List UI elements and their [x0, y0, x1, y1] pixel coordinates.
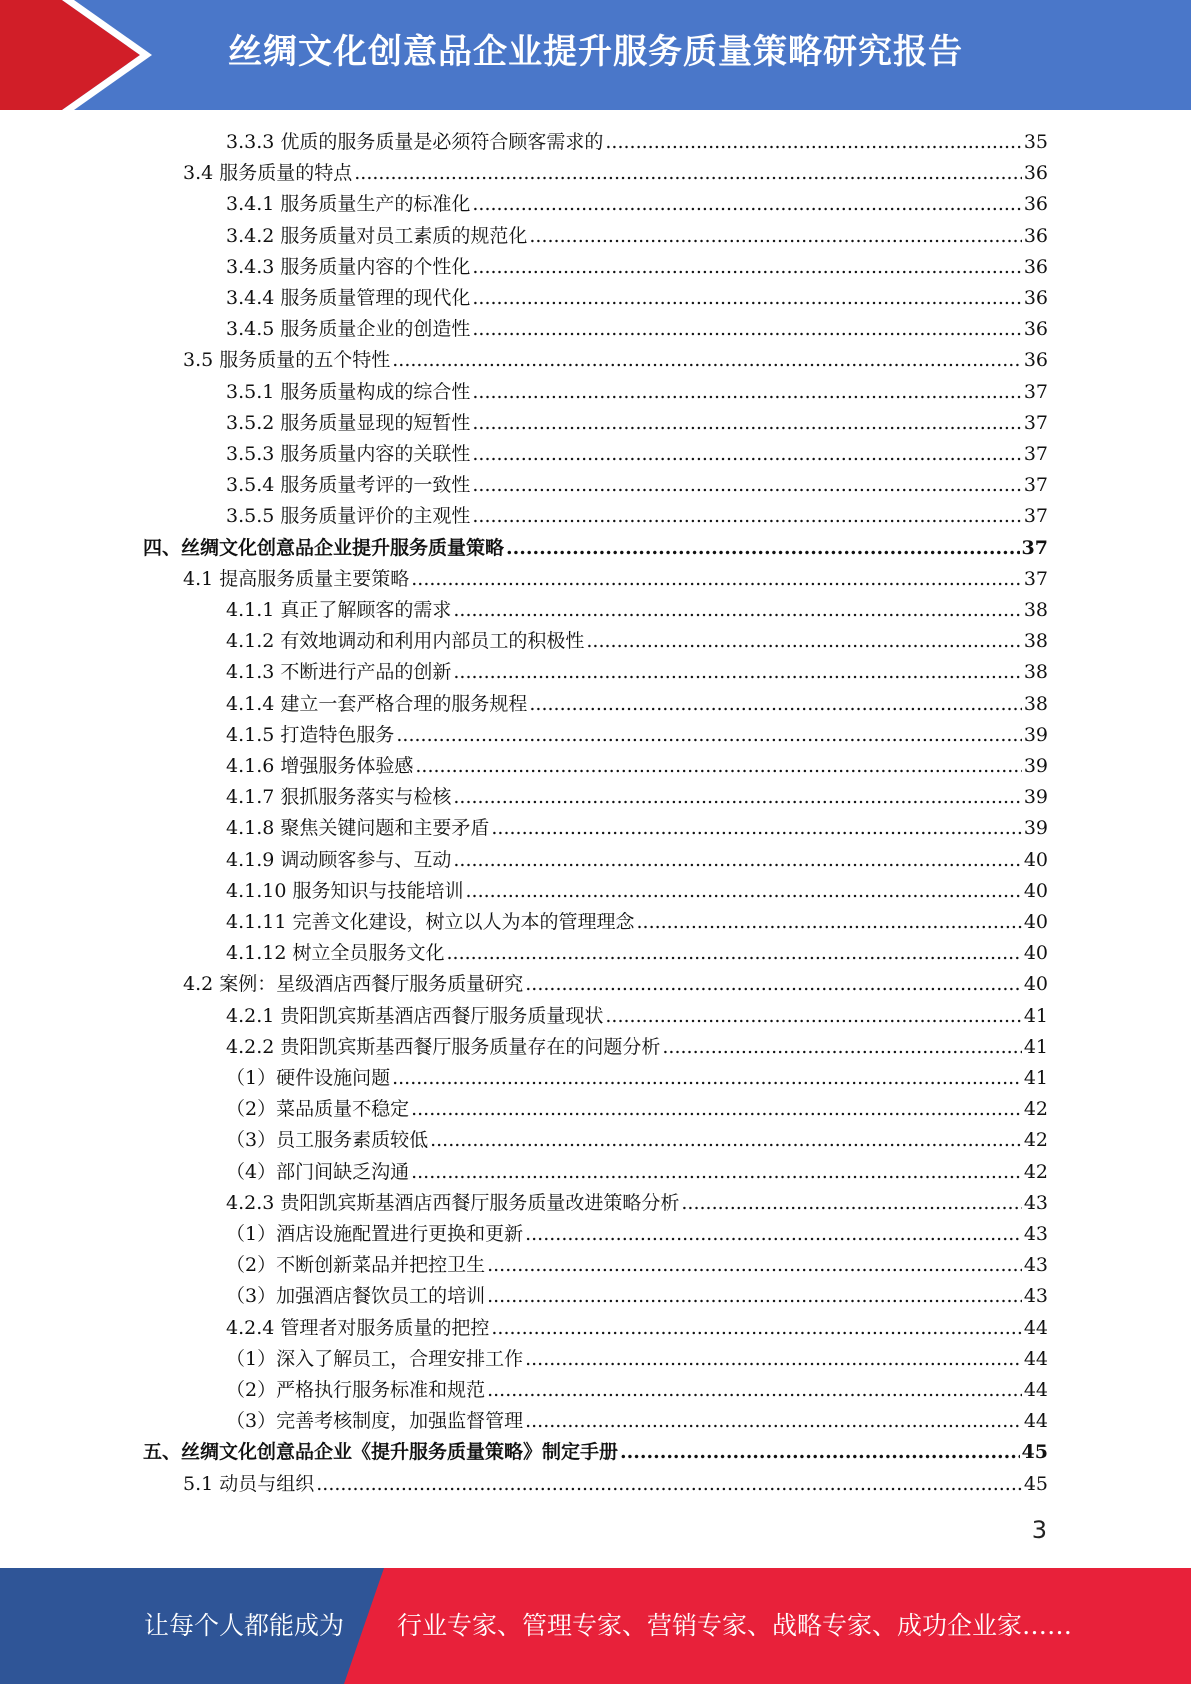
toc-entry-title: （4）部门间缺乏沟通	[226, 1160, 410, 1183]
toc-dot-leader	[472, 252, 1021, 283]
toc-entry-title: （2）严格执行服务标准和规范	[226, 1379, 486, 1401]
toc-entry[interactable]	[226, 626, 1048, 657]
toc-entry-page: 43	[1023, 1285, 1048, 1308]
toc-dot-leader	[472, 377, 1021, 408]
toc-entry[interactable]	[226, 595, 1048, 626]
toc-entry[interactable]	[226, 1001, 1048, 1032]
toc-entry[interactable]	[226, 876, 1048, 907]
toc-dot-leader	[491, 1313, 1021, 1344]
toc-entry[interactable]	[143, 1437, 1048, 1468]
toc-entry-title: （3）员工服务素质较低	[226, 1129, 429, 1152]
toc-entry[interactable]	[183, 158, 1048, 189]
toc-entry-title: 3.4.5 服务质量企业的创造性	[226, 318, 471, 341]
toc-dot-leader	[529, 221, 1021, 252]
toc-dot-leader	[472, 283, 1021, 314]
toc-entry[interactable]	[226, 127, 1048, 158]
toc-entry-title: 4.1.12 树立全员服务文化	[226, 942, 445, 965]
toc-entry[interactable]	[226, 1063, 1048, 1094]
toc-entry-page: 40	[1023, 942, 1048, 965]
toc-entry-title: 4.2 案例：星级酒店西餐厅服务质量研究	[183, 973, 524, 996]
toc-entry[interactable]	[183, 969, 1048, 1000]
toc-dot-leader	[525, 1344, 1022, 1375]
toc-entry[interactable]	[226, 501, 1048, 532]
toc-dot-leader	[525, 969, 1022, 1000]
toc-dot-leader	[446, 938, 1021, 969]
toc-entry[interactable]	[226, 1250, 1048, 1281]
toc-entry-title: 3.3.3 优质的服务质量是必须符合顾客需求的	[226, 131, 604, 153]
toc-dot-leader	[411, 1157, 1022, 1188]
toc-entry-page: 37	[1023, 380, 1048, 403]
toc-entry[interactable]	[226, 1094, 1048, 1125]
toc-entry-page: 44	[1023, 1316, 1048, 1339]
toc-entry-page: 36	[1023, 349, 1048, 372]
toc-dot-leader	[453, 657, 1021, 688]
toc-dot-leader	[620, 1437, 1020, 1468]
toc-entry-page: 40	[1023, 973, 1048, 996]
toc-entry[interactable]	[226, 1375, 1048, 1406]
toc-entry[interactable]	[226, 1125, 1048, 1156]
toc-entry[interactable]	[226, 813, 1048, 844]
toc-entry-title: 3.5.5 服务质量评价的主观性	[226, 505, 471, 528]
toc-dot-leader	[491, 813, 1021, 844]
toc-entry-title: 4.1.11 完善文化建设，树立以人为本的管理理念	[226, 911, 635, 933]
toc-dot-leader	[411, 1094, 1022, 1125]
toc-dot-leader	[472, 189, 1021, 220]
toc-entry-page: 43	[1023, 1223, 1048, 1245]
toc-entry-page: 37	[1023, 411, 1048, 434]
toc-dot-leader	[525, 1219, 1022, 1250]
toc-dot-leader	[472, 439, 1021, 470]
toc-dot-leader	[525, 1406, 1022, 1437]
toc-dot-leader	[506, 533, 1020, 564]
toc-entry-title: 4.1.6 增强服务体验感	[226, 755, 414, 777]
toc-entry-title: 3.4 服务质量的特点	[183, 162, 353, 185]
toc-dot-leader	[681, 1188, 1021, 1219]
footer-banner	[0, 1568, 1191, 1684]
toc-entry-title: 4.1.9 调动顾客参与、互动	[226, 848, 452, 871]
toc-entry-title: 4.1.3 不断进行产品的创新	[226, 661, 452, 684]
toc-dot-leader	[354, 158, 1022, 189]
toc-entry-page: 41	[1023, 1067, 1048, 1089]
toc-dot-leader	[472, 314, 1021, 345]
toc-entry[interactable]	[226, 689, 1048, 720]
toc-dot-leader	[487, 1281, 1022, 1312]
toc-entry[interactable]	[226, 720, 1048, 751]
toc-dot-leader	[487, 1375, 1022, 1406]
toc-dot-leader	[430, 1125, 1022, 1156]
toc-entry-page: 45	[1023, 1472, 1048, 1495]
toc-entry[interactable]	[226, 1313, 1048, 1344]
toc-entry-title: （1）硬件设施问题	[226, 1067, 391, 1089]
toc-entry[interactable]	[183, 1469, 1048, 1500]
toc-dot-leader	[392, 345, 1022, 376]
toc-entry-page: 39	[1023, 755, 1048, 777]
toc-entry-page: 38	[1023, 599, 1048, 621]
toc-entry-title: 4.1.2 有效地调动和利用内部员工的积极性	[226, 630, 585, 653]
toc-entry[interactable]	[226, 938, 1048, 969]
toc-entry-page: 37	[1021, 536, 1048, 559]
toc-dot-leader	[396, 720, 1021, 751]
toc-entry-title: 4.2.1 贵阳凯宾斯基酒店西餐厅服务质量现状	[226, 1004, 604, 1027]
toc-entry-title: 3.4.3 服务质量内容的个性化	[226, 255, 471, 278]
toc-dot-leader	[472, 470, 1021, 501]
footer-slogan-right: 行业专家、管理专家、营销专家、战略专家、成功企业家……	[397, 1611, 1073, 1640]
toc-entry-page: 42	[1023, 1160, 1048, 1183]
toc-entry-title: 3.4.4 服务质量管理的现代化	[226, 287, 471, 309]
toc-entry[interactable]	[226, 470, 1048, 501]
toc-entry[interactable]	[183, 564, 1048, 595]
toc-entry[interactable]	[226, 1157, 1048, 1188]
document-title: 丝绸文化创意品企业提升服务质量策略研究报告	[228, 32, 963, 72]
toc-entry-title: （3）完善考核制度，加强监督管理	[226, 1410, 524, 1433]
toc-entry-page: 41	[1023, 1035, 1048, 1058]
toc-entry-page: 36	[1023, 255, 1048, 278]
toc-entry[interactable]	[226, 1344, 1048, 1375]
toc-entry-page: 37	[1023, 505, 1048, 528]
toc-entry[interactable]	[226, 377, 1048, 408]
toc-entry[interactable]	[226, 408, 1048, 439]
toc-entry-title: （2）不断创新菜品并把控卫生	[226, 1254, 486, 1277]
toc-dot-leader	[453, 845, 1021, 876]
toc-entry-page: 44	[1023, 1379, 1048, 1401]
toc-dot-leader	[411, 564, 1022, 595]
toc-dot-leader	[529, 689, 1021, 720]
toc-dot-leader	[636, 907, 1021, 938]
toc-entry-title: 4.1.8 聚焦关键问题和主要矛盾	[226, 817, 490, 840]
toc-entry-page: 36	[1023, 287, 1048, 309]
toc-dot-leader	[453, 595, 1021, 626]
toc-entry-page: 44	[1023, 1410, 1048, 1433]
toc-entry-page: 43	[1023, 1191, 1048, 1214]
toc-entry-page: 36	[1023, 162, 1048, 185]
toc-entry-title: 五、丝绸文化创意品企业《提升服务质量策略》制定手册	[143, 1441, 619, 1464]
toc-entry[interactable]	[226, 221, 1048, 252]
toc-dot-leader	[472, 408, 1021, 439]
toc-entry[interactable]	[226, 1188, 1048, 1219]
toc-dot-leader	[453, 782, 1021, 813]
toc-entry-title: 3.4.1 服务质量生产的标准化	[226, 193, 471, 216]
toc-entry[interactable]	[226, 439, 1048, 470]
toc-dot-leader	[472, 501, 1021, 532]
toc-dot-leader	[465, 876, 1021, 907]
toc-entry-title: 3.5.1 服务质量构成的综合性	[226, 380, 471, 403]
toc-entry[interactable]	[226, 252, 1048, 283]
toc-entry-title: 3.5.2 服务质量显现的短暂性	[226, 411, 471, 434]
toc-entry-page: 44	[1023, 1347, 1048, 1370]
toc-entry[interactable]	[143, 533, 1048, 564]
toc-entry[interactable]	[226, 1219, 1048, 1250]
toc-entry-page: 37	[1023, 443, 1048, 465]
toc-entry[interactable]	[226, 1406, 1048, 1437]
toc-entry-page: 36	[1023, 318, 1048, 341]
toc-entry[interactable]	[226, 657, 1048, 688]
page-number: 3	[1031, 1516, 1047, 1544]
toc-entry-title: 3.5.4 服务质量考评的一致性	[226, 474, 471, 497]
toc-entry-page: 43	[1023, 1254, 1048, 1277]
toc-dot-leader	[487, 1250, 1022, 1281]
toc-entry-title: （2）菜品质量不稳定	[226, 1098, 410, 1121]
toc-entry-title: 4.1.4 建立一套严格合理的服务规程	[226, 692, 528, 715]
footer-slogan-left: 让每个人都能成为	[144, 1611, 345, 1640]
toc-entry-page: 35	[1023, 131, 1048, 153]
chevron-arrow-icon	[0, 0, 170, 110]
toc-entry-title: 4.2.2 贵阳凯宾斯基西餐厅服务质量存在的问题分析	[226, 1035, 661, 1058]
toc-entry[interactable]	[183, 345, 1048, 376]
toc-entry-title: 5.1 动员与组织	[183, 1472, 315, 1495]
toc-entry-page: 42	[1023, 1098, 1048, 1121]
toc-entry-title: 4.2.3 贵阳凯宾斯基酒店西餐厅服务质量改进策略分析	[226, 1191, 680, 1214]
toc-entry-title: 4.1 提高服务质量主要策略	[183, 567, 410, 590]
toc-entry-page: 41	[1023, 1004, 1048, 1027]
toc-entry[interactable]	[226, 283, 1048, 314]
toc-entry-page: 40	[1023, 848, 1048, 871]
toc-entry[interactable]	[226, 845, 1048, 876]
toc-dot-leader	[415, 751, 1021, 782]
toc-entry-page: 40	[1023, 879, 1048, 902]
toc-entry-title: 4.1.10 服务知识与技能培训	[226, 879, 464, 902]
toc-entry-page: 36	[1023, 224, 1048, 247]
toc-dot-leader	[605, 1001, 1021, 1032]
toc-entry-page: 38	[1023, 630, 1048, 653]
header-banner	[0, 0, 1191, 110]
toc-entry-title: 4.1.1 真正了解顾客的需求	[226, 599, 452, 621]
toc-entry-page: 37	[1023, 474, 1048, 497]
toc-entry[interactable]	[226, 751, 1048, 782]
toc-entry-page: 37	[1023, 567, 1048, 590]
toc-entry-title: （1）深入了解员工，合理安排工作	[226, 1347, 524, 1370]
toc-entry-title: 四、丝绸文化创意品企业提升服务质量策略	[143, 536, 505, 559]
toc-entry-page: 38	[1023, 661, 1048, 684]
toc-entry[interactable]	[226, 782, 1048, 813]
toc-entry-title: 3.4.2 服务质量对员工素质的规范化	[226, 224, 528, 247]
toc-entry-page: 39	[1023, 723, 1048, 746]
toc-entry-title: 3.5 服务质量的五个特性	[183, 349, 391, 372]
toc-entry-page: 38	[1023, 692, 1048, 715]
toc-dot-leader	[316, 1469, 1022, 1500]
toc-entry-page: 42	[1023, 1129, 1048, 1152]
toc-dot-leader	[586, 626, 1021, 657]
toc-entry-title: 4.1.5 打造特色服务	[226, 723, 395, 746]
toc-entry-page: 40	[1023, 911, 1048, 933]
toc-entry[interactable]	[226, 1032, 1048, 1063]
toc-entry-title: 4.1.7 狠抓服务落实与检核	[226, 786, 452, 809]
toc-entry[interactable]	[226, 189, 1048, 220]
toc-entry-title: 3.5.3 服务质量内容的关联性	[226, 443, 471, 465]
toc-dot-leader	[605, 127, 1021, 158]
toc-entry-title: （1）酒店设施配置进行更换和更新	[226, 1223, 524, 1245]
toc-entry[interactable]	[226, 907, 1048, 938]
toc-entry-title: （3）加强酒店餐饮员工的培训	[226, 1285, 486, 1308]
toc-entry-page: 45	[1021, 1441, 1048, 1464]
toc-dot-leader	[392, 1063, 1022, 1094]
toc-entry-page: 39	[1023, 786, 1048, 809]
toc-entry[interactable]	[226, 314, 1048, 345]
toc-entry-page: 39	[1023, 817, 1048, 840]
toc-entry[interactable]	[226, 1281, 1048, 1312]
toc-entry-title: 4.2.4 管理者对服务质量的把控	[226, 1316, 490, 1339]
toc-dot-leader	[662, 1032, 1021, 1063]
toc-entry-page: 36	[1023, 193, 1048, 216]
